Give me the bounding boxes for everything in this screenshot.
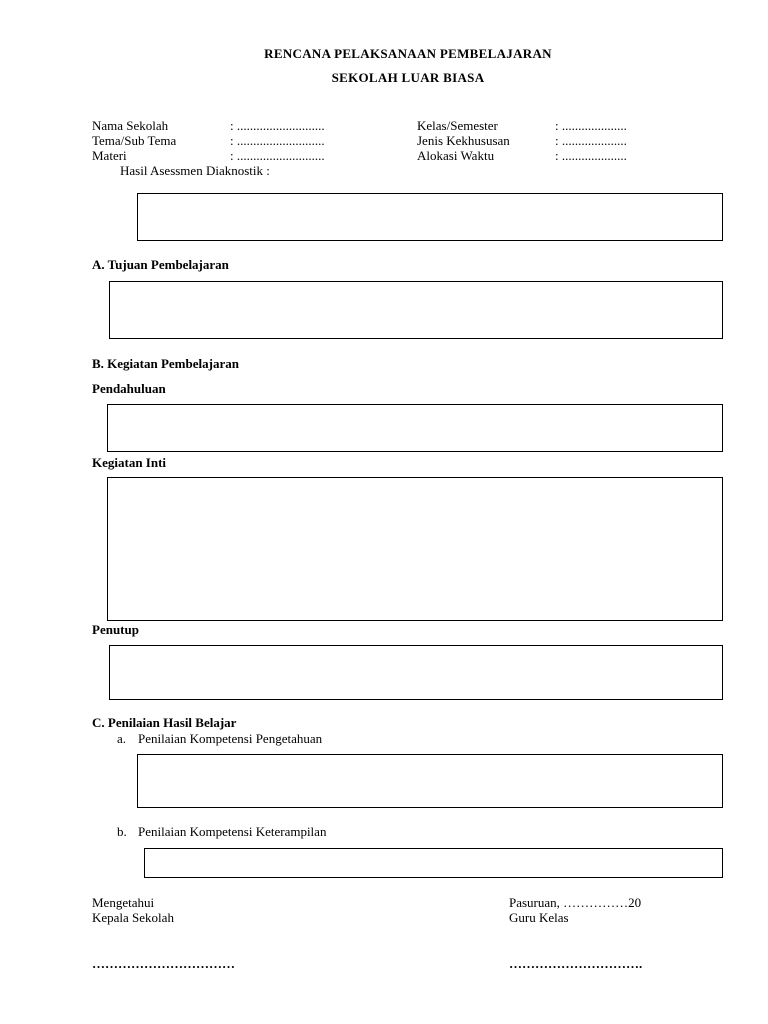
kegiatan-inti-box[interactable]: [107, 477, 723, 621]
signature-left-dots[interactable]: ……………………………: [92, 956, 235, 971]
section-heading-tujuan: A. Tujuan Pembelajaran: [92, 257, 229, 272]
field-value-alokasi-waktu[interactable]: : ....................: [555, 148, 627, 163]
field-label-jenis-kekhususan: Jenis Kekhususan: [417, 133, 510, 148]
section-heading-penilaian: C. Penilaian Hasil Belajar: [92, 715, 237, 730]
subheading-penutup: Penutup: [92, 622, 139, 637]
tujuan-box[interactable]: [109, 281, 723, 339]
diagnostic-label: Hasil Asessmen Diaknostik :: [120, 163, 270, 178]
field-label-nama-sekolah: Nama Sekolah: [92, 118, 169, 133]
signature-left-mengetahui: Mengetahui: [92, 895, 155, 910]
pendahuluan-box[interactable]: [107, 404, 723, 452]
penutup-box[interactable]: [109, 645, 723, 700]
penilaian-pengetahuan-box[interactable]: [137, 754, 723, 808]
field-value-materi[interactable]: : ...........................: [230, 148, 325, 163]
diagnostic-box[interactable]: [137, 193, 723, 241]
document-subtitle: SEKOLAH LUAR BIASA: [331, 70, 485, 85]
field-label-alokasi-waktu: Alokasi Waktu: [417, 148, 495, 163]
field-label-kelas-semester: Kelas/Semester: [417, 118, 498, 133]
penilaian-a-marker: a.: [117, 731, 127, 746]
field-label-tema: Tema/Sub Tema: [92, 133, 177, 148]
field-value-jenis-kekhususan[interactable]: : ....................: [555, 133, 627, 148]
section-heading-kegiatan: B. Kegiatan Pembelajaran: [92, 356, 239, 371]
subheading-kegiatan-inti: Kegiatan Inti: [92, 455, 167, 470]
subheading-pendahuluan: Pendahuluan: [92, 381, 166, 396]
document-title: RENCANA PELAKSANAAN PEMBELAJARAN: [264, 46, 552, 61]
signature-right-guru-kelas: Guru Kelas: [509, 910, 569, 925]
penilaian-b-marker: b.: [117, 824, 127, 839]
field-value-kelas-semester[interactable]: : ....................: [555, 118, 627, 133]
penilaian-b-label: Penilaian Kompetensi Keterampilan: [138, 824, 327, 839]
penilaian-a-label: Penilaian Kompetensi Pengetahuan: [138, 731, 323, 746]
signature-right-place-date: Pasuruan, ……………20: [509, 895, 642, 910]
field-value-nama-sekolah[interactable]: : ...........................: [230, 118, 325, 133]
penilaian-keterampilan-box[interactable]: [144, 848, 723, 878]
field-value-tema[interactable]: : ...........................: [230, 133, 325, 148]
signature-right-dots[interactable]: ………………………….: [509, 956, 643, 971]
signature-left-kepala-sekolah: Kepala Sekolah: [92, 910, 174, 925]
field-label-materi: Materi: [92, 148, 127, 163]
